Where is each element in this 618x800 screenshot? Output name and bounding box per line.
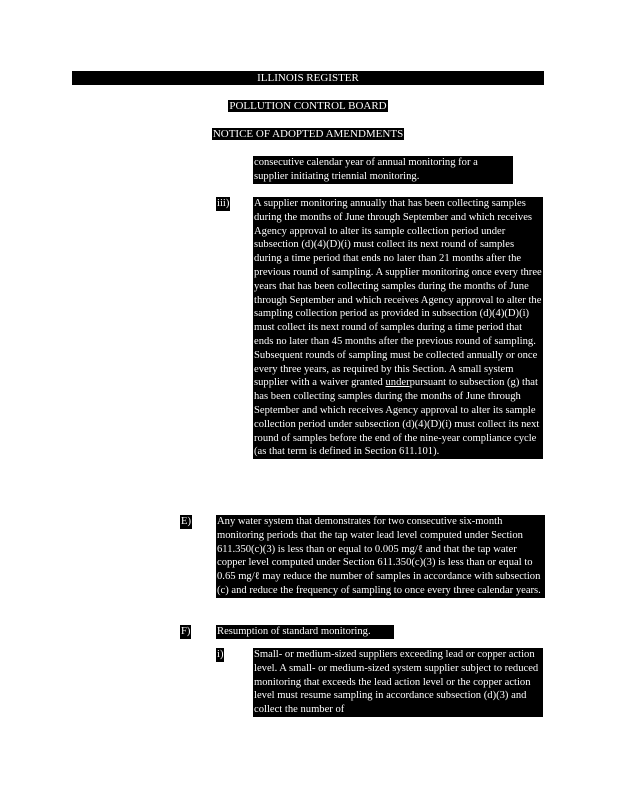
notice-title xyxy=(72,127,544,141)
item-iii-text-a: A supplier monitoring annually that has been collecting samples during the months of June through September and which receives Agency approval to alter its sample collection period under subsection (d)(4)(D)(i) must collect its next round of samples during a time period that ends no later than 21 months after the previous round of sampling. A supplier monitoring once every three years that has been collecting samples during the months of June through September and which receives Agency approval to alter the sampling collection period as provided in subsection (d)(4)(D)(i) must collect its next round of samples during a time period that ends no later than 45 months after the previous round of sampling. Subsequent rounds of sampling must be collected annually or once every three years, as required by this Section. A small system supplier with a waiver granted xyxy=(254,198,542,389)
notice-title-text: NOTICE OF ADOPTED AMENDMENTS xyxy=(212,128,404,140)
item-e-marker: E) xyxy=(181,516,191,527)
item-f-marker: F) xyxy=(181,626,191,637)
item-f-heading: Resumption of standard monitoring. xyxy=(216,625,394,639)
item-iii-text-b: pursuant to subsection (g) that has been collecting samples during the months of June through September and which receives Agency approval to alter its sample collection period under subsection (d)(4)(D)(i) must collect its next round of samples before the end of the nine-year compliance cycle (as that term is defined in Section 611.101). xyxy=(254,377,540,458)
board-title xyxy=(72,99,544,113)
item-iii-underlined: under xyxy=(385,377,410,389)
item-iii-marker: iii) xyxy=(217,198,230,209)
item-i-paragraph: Small- or medium-sized suppliers exceeding lead or copper action level. A small- or medium-sized system supplier subject to reduced monitoring that exceeds the lead action level or the copper action level must resume sampling in accordance subsection (d)(3) and collect the number of xyxy=(253,648,543,717)
continuation-paragraph: consecutive calendar year of annual monitoring for a supplier initiating triennial monitoring. xyxy=(253,156,513,184)
item-i-marker: i) xyxy=(217,649,224,660)
board-title-text: POLLUTION CONTROL BOARD xyxy=(229,100,387,112)
register-title: ILLINOIS REGISTER xyxy=(72,71,544,85)
item-e-paragraph: Any water system that demonstrates for two consecutive six-month monitoring periods that the tap water lead level computed under Section 611.350(c)(3) is less than or equal to 0.005 mg/ℓ and that the tap water copper level computed under Section 611.350(c)(3) is less than or equal to 0.65 mg/ℓ may reduce the number of samples in accordance with subsection (c) and reduce the frequency of sampling to once every three calendar years. xyxy=(216,515,545,598)
item-iii-paragraph xyxy=(253,197,543,459)
